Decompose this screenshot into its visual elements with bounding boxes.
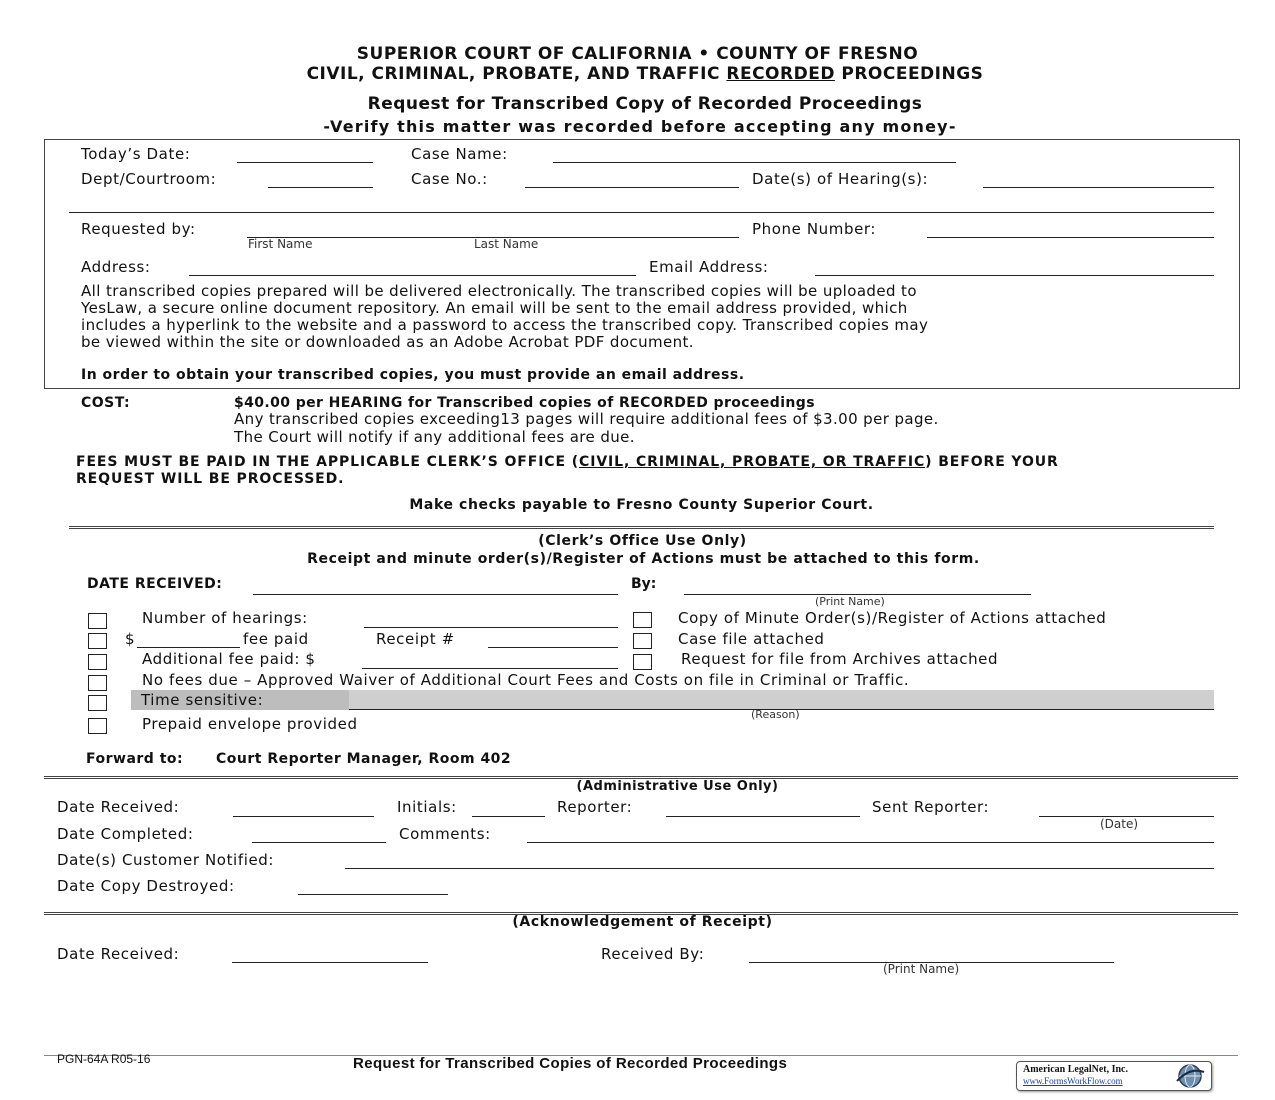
phone-field[interactable]	[927, 237, 1214, 238]
date-completed-field[interactable]	[252, 842, 386, 843]
fee-paid-checkbox[interactable]	[88, 633, 107, 649]
clerk-divider	[69, 526, 1214, 529]
case-file-checkbox[interactable]	[633, 633, 652, 649]
verify-warning: -Verify this matter was recorded before accepting any money-	[323, 117, 957, 136]
blank-line[interactable]	[69, 212, 1214, 213]
copy-destroyed-label: Date Copy Destroyed:	[57, 877, 235, 895]
initials-field[interactable]	[472, 816, 545, 817]
cost-line-1: $40.00 per HEARING for Transcribed copies of RECORDED proceedings	[234, 395, 815, 411]
cost-line-2: Any transcribed copies exceeding13 pages will require additional fees of $3.00 per page.	[234, 410, 939, 428]
court-title: SUPERIOR COURT OF CALIFORNIA • COUNTY OF FRESNO	[356, 44, 919, 64]
address-label: Address:	[81, 258, 151, 276]
minute-order-checkbox[interactable]	[633, 612, 652, 628]
ack-date-received-field[interactable]	[232, 962, 428, 963]
fees-line-2: REQUEST WILL BE PROCESSED.	[76, 471, 345, 487]
additional-fee-checkbox[interactable]	[88, 654, 107, 670]
received-by-label: Received By:	[601, 945, 705, 963]
form-title: Request for Transcribed Copy of Recorded Proceedings	[367, 94, 923, 114]
address-field[interactable]	[189, 275, 636, 276]
footer-title: Request for Transcribed Copies of Recorded Proceedings	[353, 1055, 788, 1072]
logo-url[interactable]: www.FormsWorkFlow.com	[1023, 1076, 1123, 1086]
time-sensitive-label: Time sensitive:	[141, 691, 264, 709]
ack-date-received-label: Date Received:	[57, 945, 180, 963]
fee-paid-label: fee paid	[243, 630, 309, 648]
forward-label: Forward to:	[86, 751, 184, 767]
last-name-hint: Last Name	[474, 237, 539, 251]
comments-field[interactable]	[527, 842, 1214, 843]
clerk-print-name-hint: (Print Name)	[815, 595, 885, 608]
email-required-note: In order to obtain your transcribed copies, you must provide an email address.	[81, 367, 745, 383]
archives-label: Request for file from Archives attached	[681, 650, 999, 668]
reporter-field[interactable]	[666, 816, 860, 817]
globe-icon	[1173, 1063, 1207, 1089]
case-file-label: Case file attached	[678, 630, 825, 648]
clerk-by-label: By:	[631, 576, 657, 592]
case-name-field[interactable]	[553, 162, 956, 163]
todays-date-label: Today’s Date:	[81, 145, 191, 163]
notice-line-4: be viewed within the site or downloaded as an Adobe Acrobat PDF document.	[81, 333, 694, 351]
customer-notified-field[interactable]	[345, 868, 1214, 869]
checks-payable: Make checks payable to Fresno County Superior Court.	[409, 497, 874, 513]
request-box	[44, 139, 1240, 389]
clerk-title: (Clerk’s Office Use Only)	[538, 533, 747, 549]
num-hearings-field[interactable]	[364, 627, 618, 628]
fees-post: ) BEFORE YOUR	[925, 454, 1059, 470]
logo-company: American LegalNet, Inc.	[1023, 1064, 1128, 1075]
fees-pre: FEES MUST BE PAID IN THE APPLICABLE CLERK’S OFFICE (	[76, 454, 580, 470]
admin-date-received-field[interactable]	[233, 816, 374, 817]
receipt-field[interactable]	[488, 647, 618, 648]
reason-hint: (Reason)	[751, 708, 800, 721]
notice-line-1: All transcribed copies prepared will be delivered electronically. The transcribed copies will be uploaded to	[81, 282, 917, 300]
hearing-dates-field[interactable]	[983, 187, 1214, 188]
dollar-sign: $	[125, 630, 136, 648]
num-hearings-label: Number of hearings:	[142, 609, 308, 627]
cost-line-3: The Court will notify if any additional fees are due.	[234, 428, 635, 446]
phone-label: Phone Number:	[752, 220, 877, 238]
num-hearings-checkbox[interactable]	[88, 613, 107, 629]
ack-title: (Acknowledgement of Receipt)	[512, 914, 773, 930]
date-completed-label: Date Completed:	[57, 825, 194, 843]
reporter-label: Reporter:	[557, 798, 633, 816]
clerk-date-received-field[interactable]	[253, 594, 618, 595]
clerk-date-received-label: DATE RECEIVED:	[87, 576, 223, 592]
archives-checkbox[interactable]	[633, 654, 652, 670]
todays-date-field[interactable]	[237, 162, 373, 163]
no-fees-label: No fees due – Approved Waiver of Additional Court Fees and Costs on file in Criminal or Traffic.	[142, 671, 910, 689]
clerk-subtitle: Receipt and minute order(s)/Register of Actions must be attached to this form.	[307, 551, 980, 567]
ack-print-name-hint: (Print Name)	[883, 962, 960, 976]
email-label: Email Address:	[649, 258, 769, 276]
additional-fee-field[interactable]	[362, 668, 618, 669]
notice-line-3: includes a hyperlink to the website and a password to access the transcribed copy. Transcribed copies may	[81, 316, 929, 334]
copy-destroyed-field[interactable]	[298, 894, 448, 895]
admin-title: (Administrative Use Only)	[576, 779, 779, 794]
admin-date-received-label: Date Received:	[57, 798, 180, 816]
hearing-dates-label: Date(s) of Hearing(s):	[752, 170, 929, 188]
date-hint: (Date)	[1100, 817, 1139, 831]
comments-label: Comments:	[399, 825, 491, 843]
customer-notified-label: Date(s) Customer Notified:	[57, 851, 275, 869]
sent-reporter-label: Sent Reporter:	[872, 798, 990, 816]
requested-by-label: Requested by:	[81, 220, 196, 238]
cost-label: COST:	[81, 395, 131, 411]
forward-value: Court Reporter Manager, Room 402	[216, 751, 512, 767]
notice-line-2: YesLaw, a secure online document repository. An email will be sent to the email address provided, which	[81, 299, 908, 317]
dept-label: Dept/Courtroom:	[81, 170, 217, 188]
initials-label: Initials:	[397, 798, 457, 816]
first-name-hint: First Name	[248, 237, 313, 251]
minute-order-label: Copy of Minute Order(s)/Register of Actions attached	[678, 609, 1107, 627]
time-sensitive-checkbox[interactable]	[88, 695, 107, 711]
legalnet-logo[interactable]	[1016, 1061, 1212, 1091]
form-code: PGN-64A R05-16	[57, 1052, 151, 1066]
recorded-word: RECORDED	[726, 64, 835, 84]
prepaid-checkbox[interactable]	[88, 718, 107, 734]
fee-paid-amount-field[interactable]	[137, 647, 240, 648]
fees-line-1	[76, 454, 1059, 470]
additional-fee-label: Additional fee paid: $	[142, 650, 316, 668]
proceedings-title-post: PROCEEDINGS	[834, 64, 984, 84]
no-fees-checkbox[interactable]	[88, 675, 107, 691]
dept-field[interactable]	[268, 187, 373, 188]
case-no-field[interactable]	[525, 187, 739, 188]
proceedings-title	[0, 64, 1275, 84]
email-field[interactable]	[815, 275, 1214, 276]
receipt-label: Receipt #	[376, 630, 455, 648]
prepaid-label: Prepaid envelope provided	[142, 715, 358, 733]
case-name-label: Case Name:	[411, 145, 508, 163]
case-no-label: Case No.:	[411, 170, 488, 188]
proceedings-title-pre: CIVIL, CRIMINAL, PROBATE, AND TRAFFIC	[306, 64, 727, 84]
fees-offices: CIVIL, CRIMINAL, PROBATE, OR TRAFFIC	[579, 454, 926, 470]
